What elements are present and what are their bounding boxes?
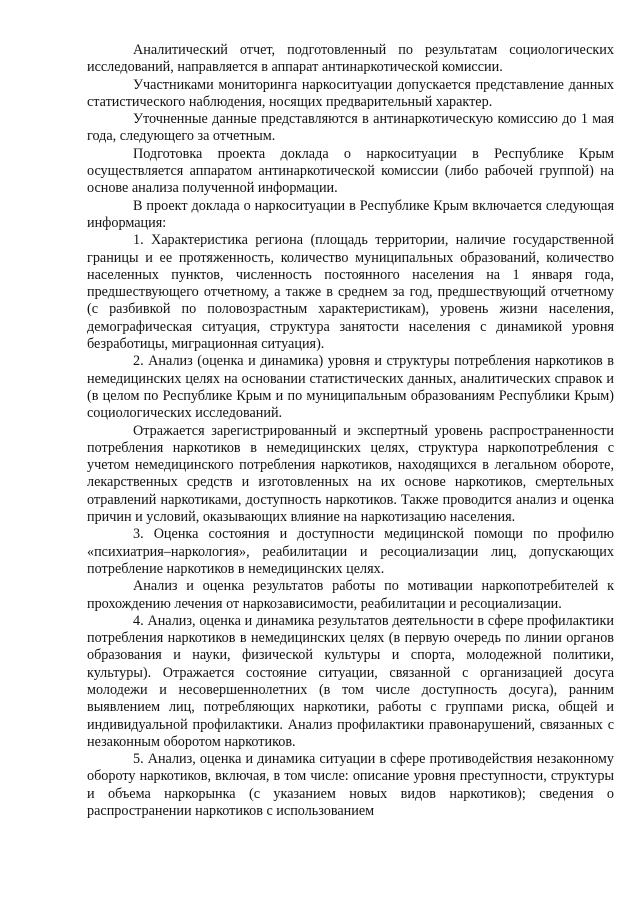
paragraph-preliminary-data: Участниками мониторинга наркоситуации допускается представление данных статистического наблюдения, носящих предварительный характер. xyxy=(87,76,614,110)
paragraph-refined-data: Уточненные данные представляются в антинаркотическую комиссию до 1 мая года, следующего за отчетным. xyxy=(87,111,614,145)
paragraph-prevalence: Отражается зарегистрированный и экспертный уровень распространенности потребления наркотиков в немедицинских целях, структура наркопотребления с учетом немедицинского потребления наркотиков, находящихся в легальном обороте, лекарственных средств и изготовленных на их основе наркотиков, смертельных отравлений наркотиками, доступность наркотиков. Также проводится анализ и оценка причин и условий, оказывающих влияние на наркотизацию населения. xyxy=(87,422,614,526)
paragraph-motivation: Анализ и оценка результатов работы по мотивации наркопотребителей к прохождению лечения от наркозависимости, реабилитации и ресоциализации. xyxy=(87,578,614,612)
paragraph-report-sent: Аналитический отчет, подготовленный по результатам социологических исследований, направляется в аппарат антинаркотической комиссии. xyxy=(87,42,614,76)
list-item-5-trafficking: 5. Анализ, оценка и динамика ситуации в сфере противодействия незаконному обороту наркотиков, включая, в том числе: описание уровня преступности, структуры и объема наркорынка (с указанием новых видов наркотиков); сведения о распространении наркотиков с использованием xyxy=(87,751,614,820)
list-item-4-prevention: 4. Анализ, оценка и динамика результатов деятельности в сфере профилактики потребления наркотиков в немедицинских целях (в первую очередь по линии органов образования и науки, физической культуры и спорта, молодежной политики, культуры). Отражается состояние ситуации, связанной с организацией досуга молодежи и несовершеннолетних (в том числе доступность досуга), ранним выявлением лиц, потребляющих наркотики, работы с группами риска, общей и индивидуальной профилактики. Анализ профилактики правонарушений, связанных с незаконным оборотом наркотиков. xyxy=(87,612,614,750)
paragraph-draft-preparation: Подготовка проекта доклада о наркоситуации в Республике Крым осуществляется аппаратом антинаркотической комиссии (либо рабочей группой) на основе анализа полученной информации. xyxy=(87,145,614,197)
list-item-1-region: 1. Характеристика региона (площадь территории, наличие государственной границы и ее протяженность, количество муниципальных образований, количество населенных пунктов, численность постоянного населения на 1 января года, предшествующего отчетному, а также в среднем за год, предшествующий отчетному (с разбивкой по половозрастным характеристикам), уровень жизни населения, демографическая ситуация, структура занятости населения с динамикой уровня безработицы, миграционная ситуация). xyxy=(87,232,614,353)
list-item-3-medical-care: 3. Оценка состояния и доступности медицинской помощи по профилю «психиатрия–наркология», реабилитации и ресоциализации лиц, допускающих потребление наркотиков в немедицинских целях. xyxy=(87,526,614,577)
paragraph-draft-contents: В проект доклада о наркоситуации в Республике Крым включается следующая информация: xyxy=(87,197,614,231)
list-item-2-consumption: 2. Анализ (оценка и динамика) уровня и структуры потребления наркотиков в немедицинских целях на основании статистических данных, аналитических справок и (в целом по Республике Крым и по муниципальным образованиям Республики Крым) социологических исследований. xyxy=(87,353,614,422)
